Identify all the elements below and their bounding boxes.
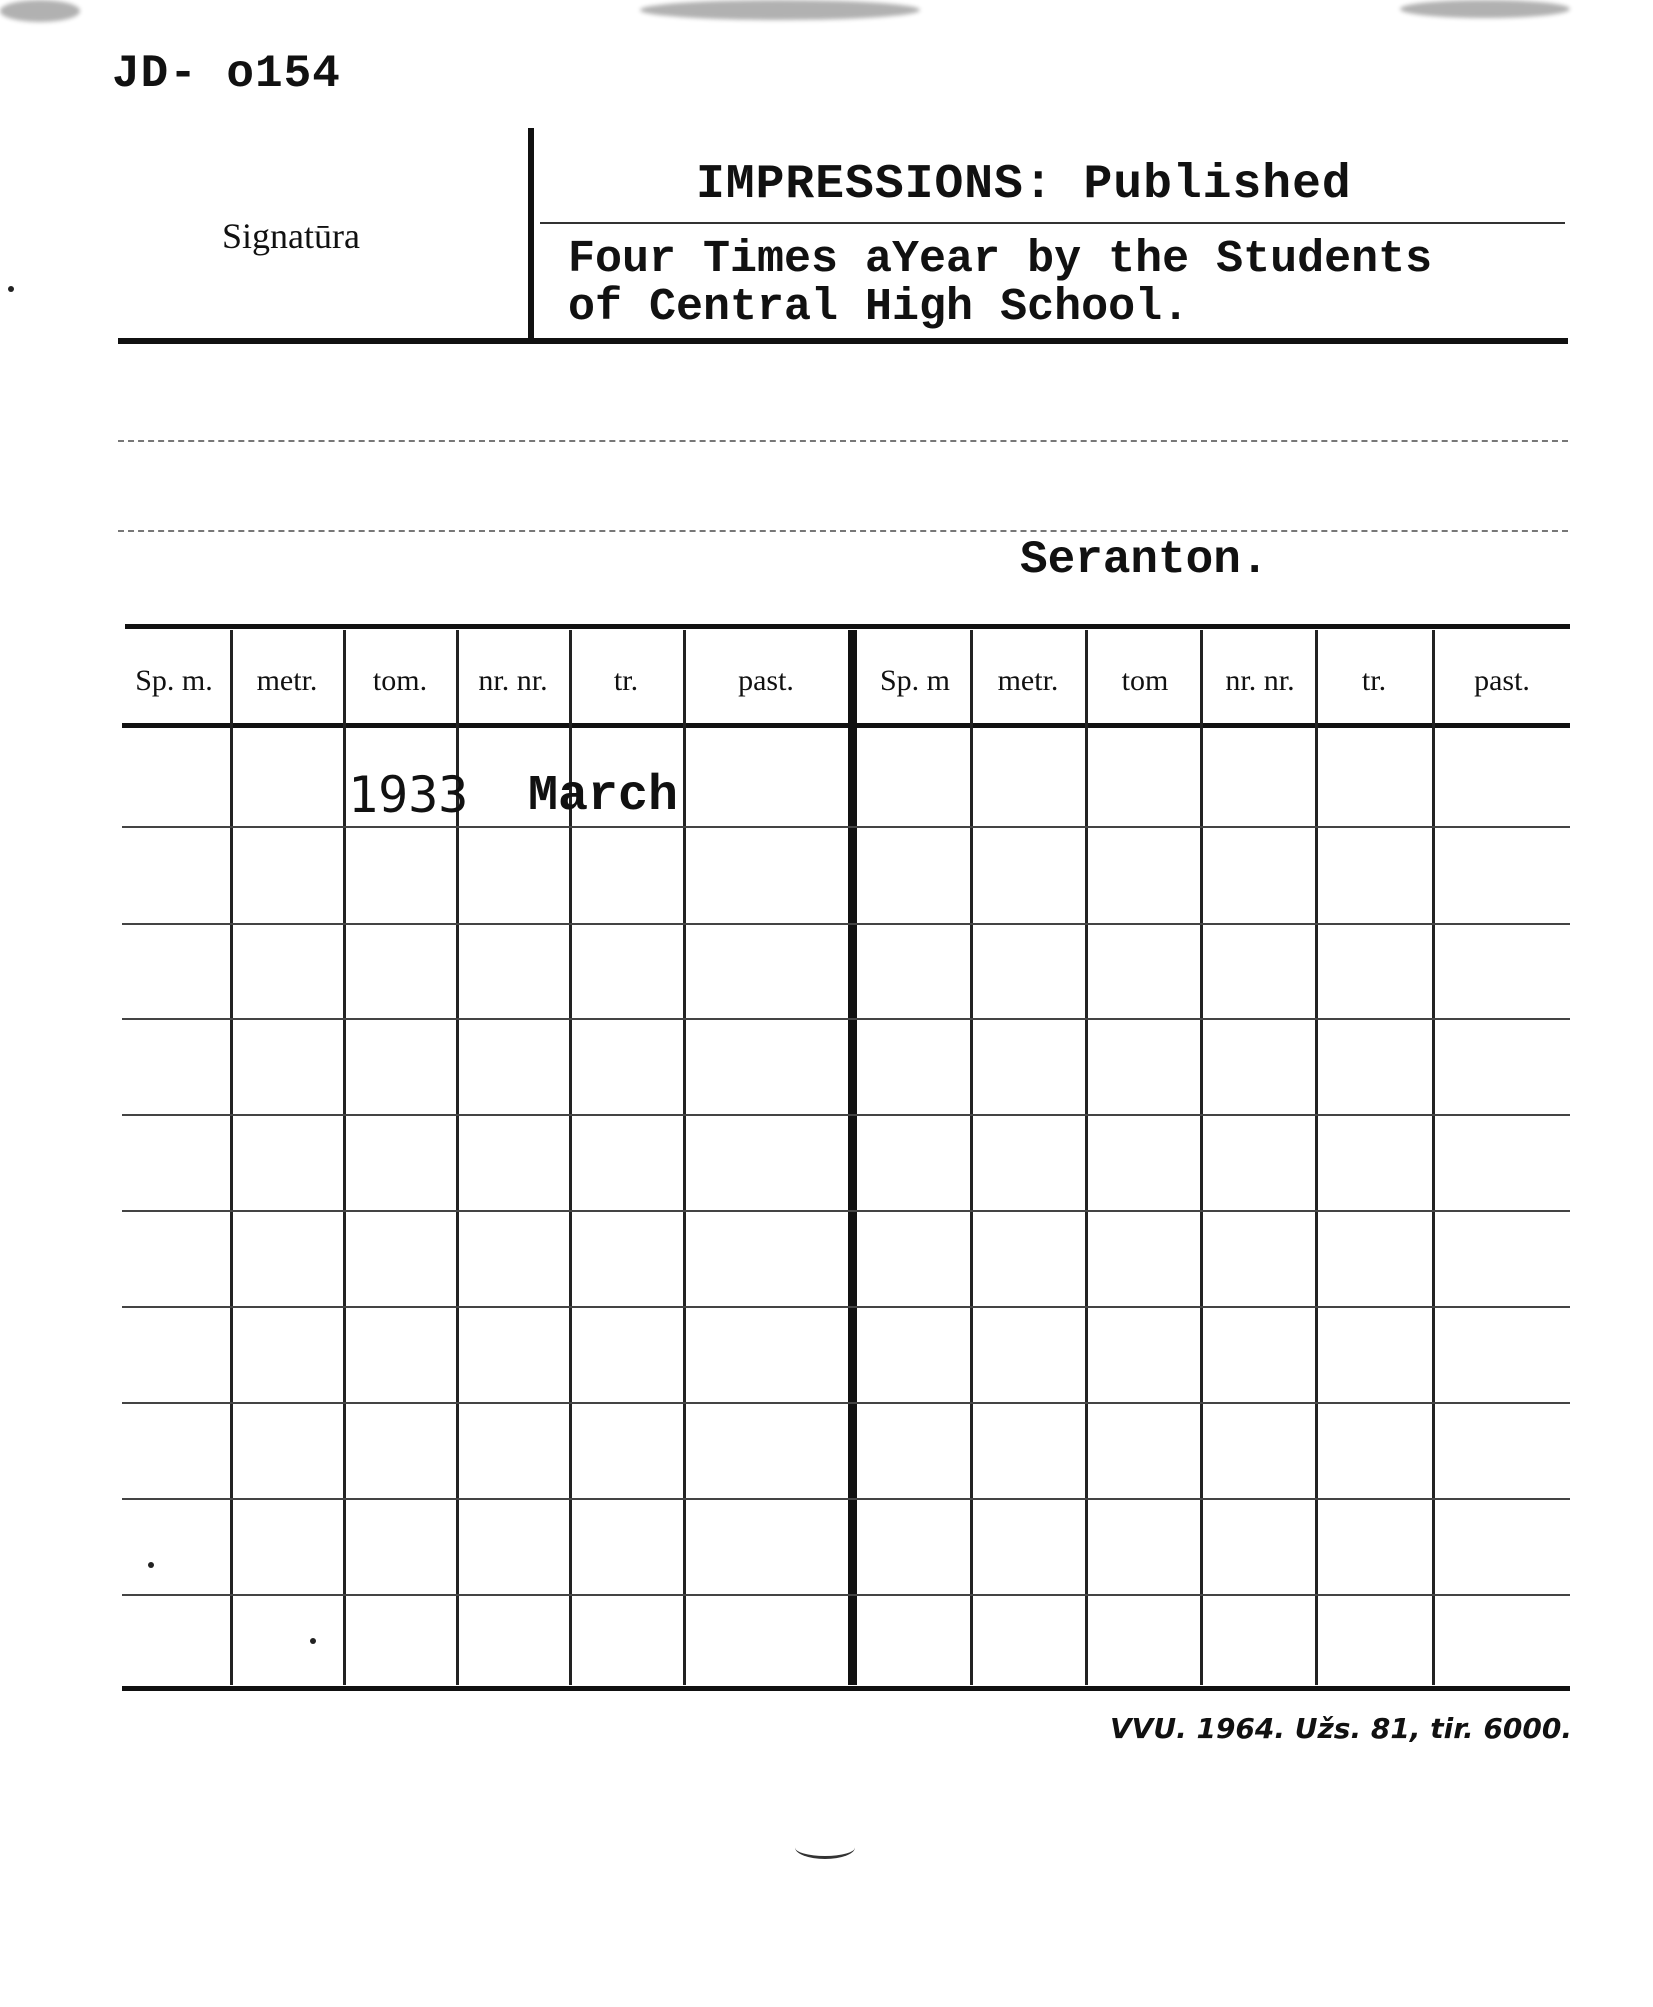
scan-speck	[8, 286, 14, 292]
row-line	[122, 1498, 1570, 1500]
row-line	[122, 1018, 1570, 1020]
table-bottom-rule	[122, 1686, 1570, 1691]
row-line	[122, 1210, 1570, 1212]
scan-speck	[148, 1562, 154, 1568]
column-line	[683, 630, 686, 1685]
header-nr-nr-right: nr. nr.	[1225, 664, 1295, 697]
title-line-1: IMPRESSIONS: Published	[696, 158, 1352, 212]
header-metr: metr.	[256, 664, 318, 697]
center-double-line	[848, 630, 857, 1685]
column-line	[970, 630, 973, 1685]
entry-month: March	[528, 768, 679, 825]
column-line	[1200, 630, 1203, 1685]
row-line	[122, 826, 1570, 828]
header-sp-m-right: Sp. m	[879, 664, 951, 697]
row-line	[122, 1594, 1570, 1596]
row-line	[122, 1306, 1570, 1308]
header-sp-m: Sp. m.	[135, 664, 213, 697]
column-line	[343, 630, 346, 1685]
row-line	[122, 923, 1570, 925]
header-divider	[528, 128, 534, 338]
scan-smudge	[640, 0, 920, 20]
blank-line	[118, 440, 1568, 442]
header-past: past.	[738, 664, 794, 697]
signature-label: Signatūra	[222, 216, 360, 256]
scan-mark	[795, 1836, 855, 1859]
header-tom: tom.	[372, 664, 428, 697]
table-header-rule	[122, 723, 1570, 728]
scan-speck	[310, 1638, 316, 1644]
scan-smudge	[0, 0, 80, 22]
entry-year: 1933	[348, 766, 469, 824]
title-line-3: of Central High School.	[568, 282, 1190, 333]
header-metr-right: metr.	[997, 664, 1059, 697]
scan-smudge	[1400, 0, 1570, 18]
header-tr-right: tr.	[1361, 664, 1387, 697]
publication-place: Seranton.	[1020, 534, 1269, 586]
header-rule	[118, 338, 1568, 344]
card-id: JD- o154	[112, 48, 341, 100]
row-line	[122, 1114, 1570, 1116]
column-line	[1085, 630, 1088, 1685]
title-line-2: Four Times aYear by the Students	[568, 234, 1433, 285]
column-line	[230, 630, 233, 1685]
header-nr-nr: nr. nr.	[478, 664, 548, 697]
table-top-rule	[125, 624, 1570, 629]
header-tom-right: tom	[1121, 664, 1169, 697]
header-tr: tr.	[613, 664, 639, 697]
column-line	[1315, 630, 1318, 1685]
blank-line	[118, 530, 1568, 532]
header-past-right: past.	[1474, 664, 1530, 697]
title-rule	[540, 222, 1565, 224]
column-line	[1432, 630, 1435, 1685]
printer-note: VVU. 1964. Užs. 81, tir. 6000.	[1110, 1712, 1572, 1745]
row-line	[122, 1402, 1570, 1404]
